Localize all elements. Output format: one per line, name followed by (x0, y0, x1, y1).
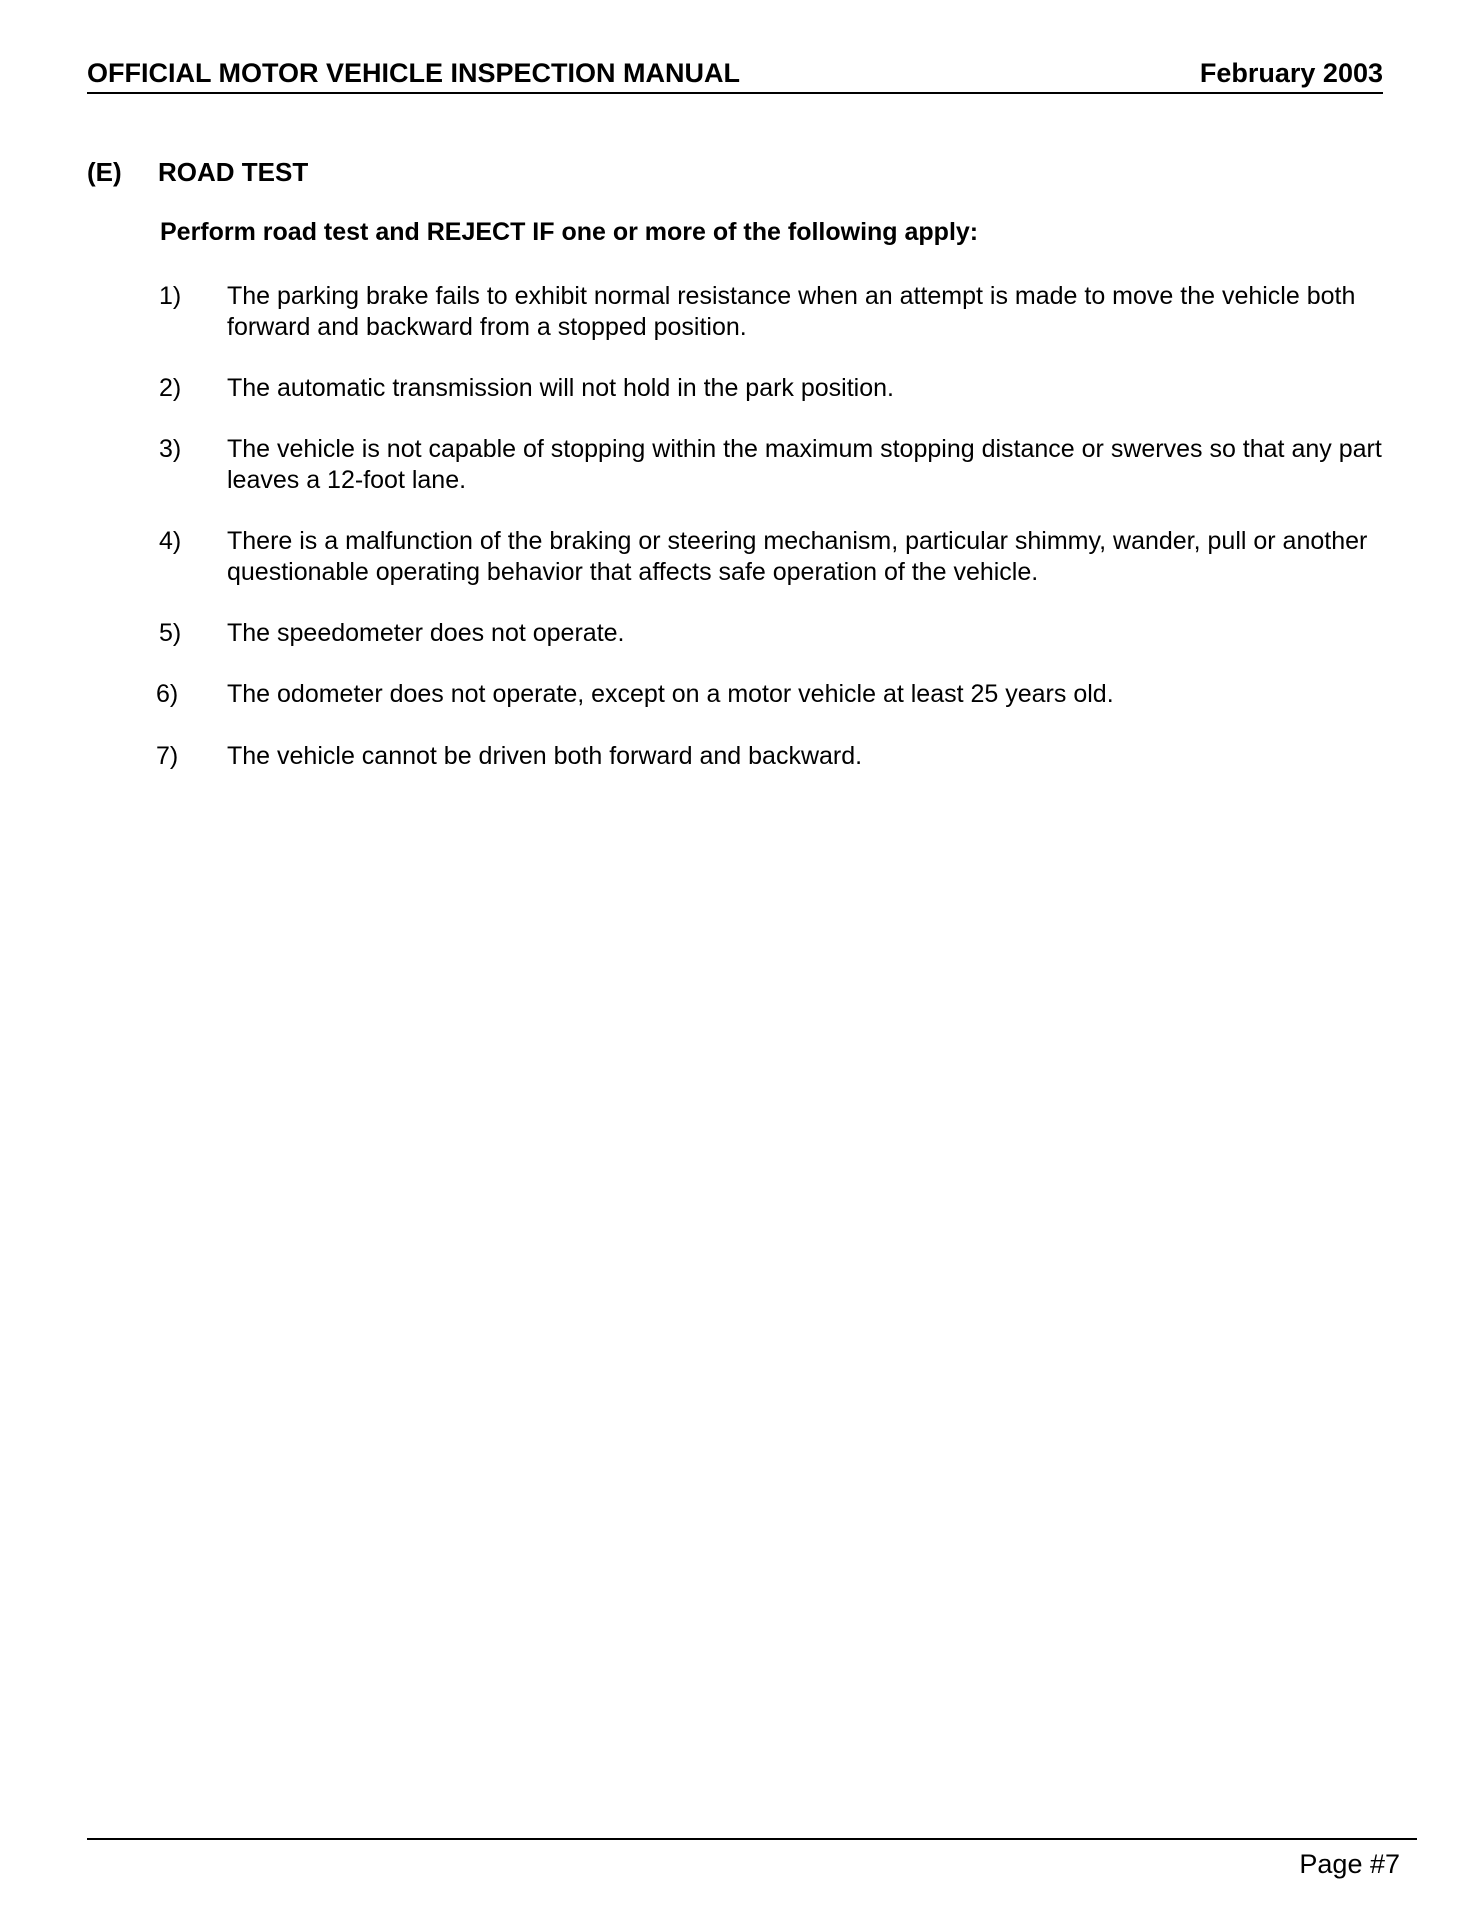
list-item-text: The odometer does not operate, except on a motor vehicle at least 25 years old. (227, 680, 1114, 708)
footer-divider (87, 1838, 1417, 1840)
list-item-number: 3) (159, 435, 182, 463)
section-letter: (E) (87, 157, 122, 187)
section-intro: Perform road test and REJECT IF one or more of the following apply: (160, 218, 979, 246)
list-item-number: 5) (159, 619, 182, 647)
page-number: Page #7 (1299, 1849, 1400, 1879)
manual-date: February 2003 (1199, 58, 1383, 88)
page-header (87, 54, 1383, 94)
section-title: ROAD TEST (158, 157, 309, 187)
list-item-text: The vehicle cannot be driven both forward and backward. (227, 742, 863, 770)
list-item-text: There is a malfunction of the braking or steering mechanism, particular shimmy, wander, pull or another questionable operating behavior that affects safe operation of the vehicle. (227, 527, 1368, 586)
list-item-number: 7) (156, 742, 179, 770)
list-item-text: The parking brake fails to exhibit normal resistance when an attempt is made to move the vehicle both forward and backward from a stopped position. (227, 282, 1356, 341)
list-item-number: 2) (159, 374, 182, 402)
list-item-number: 6) (156, 680, 179, 708)
list-item-number: 4) (159, 527, 182, 555)
manual-title: OFFICIAL MOTOR VEHICLE INSPECTION MANUAL (87, 58, 741, 88)
list-item-text: The automatic transmission will not hold in the park position. (227, 374, 894, 402)
list-item-number: 1) (159, 282, 182, 310)
list-item-text: The vehicle is not capable of stopping within the maximum stopping distance or swerves so that any part leaves a 12-foot lane. (227, 435, 1382, 494)
list-item-text: The speedometer does not operate. (227, 619, 625, 647)
